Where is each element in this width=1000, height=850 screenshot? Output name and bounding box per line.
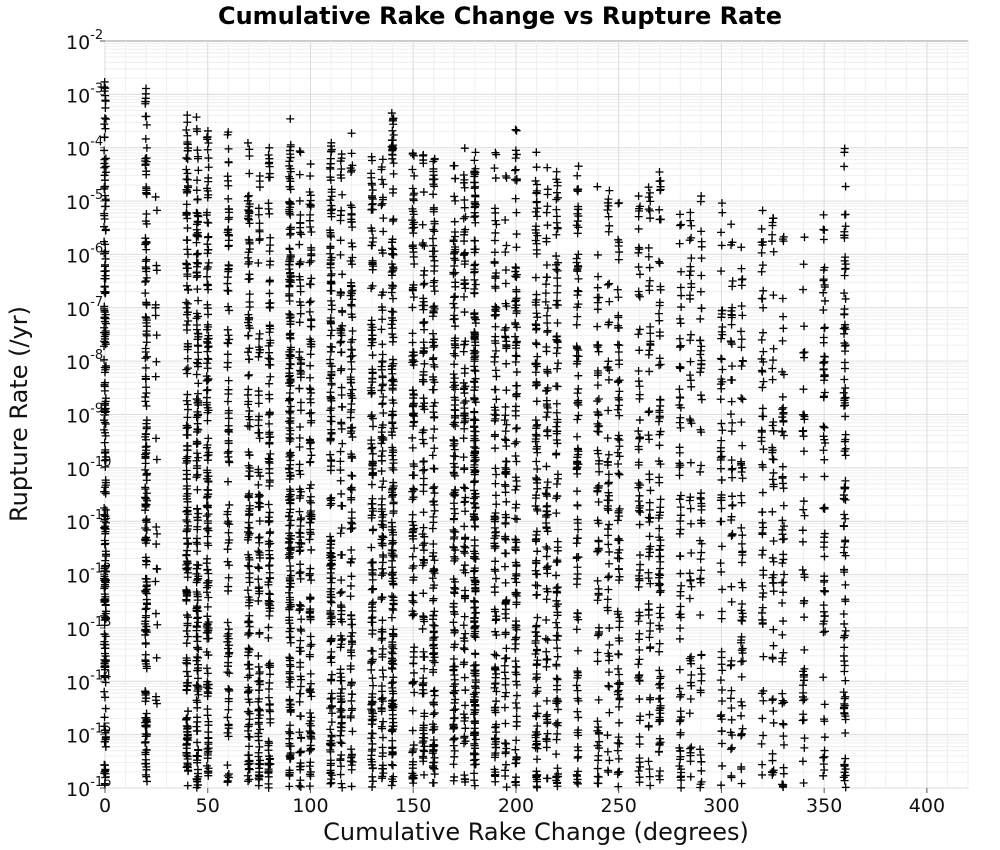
chart-title: Cumulative Rake Change vs Rupture Rate xyxy=(217,2,783,30)
